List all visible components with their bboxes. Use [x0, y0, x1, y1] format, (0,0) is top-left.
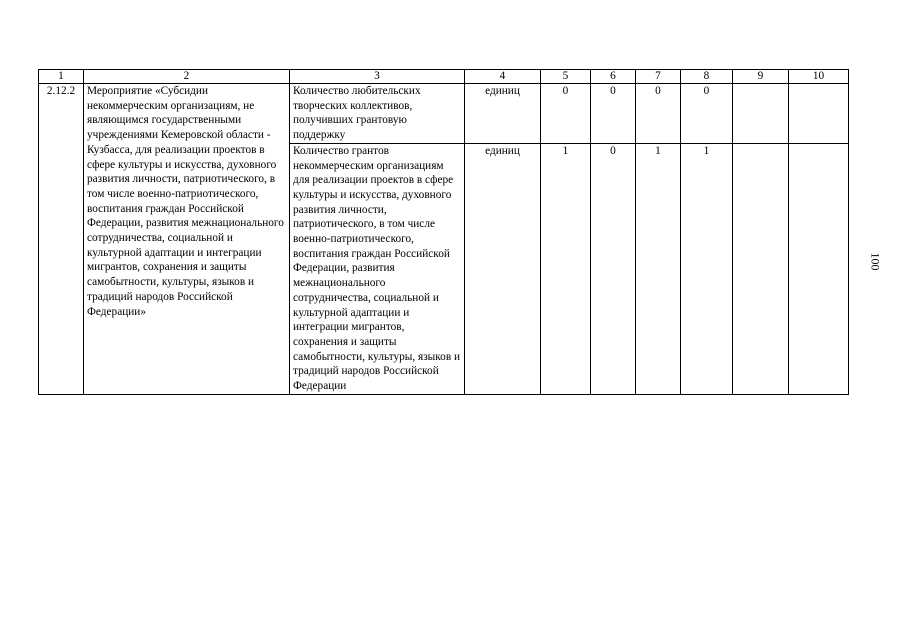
header-col-5: 5 — [541, 70, 591, 84]
header-col-2: 2 — [84, 70, 290, 84]
measure-description: Мероприятие «Субсидии некоммерческим организациям, не являющимся государственными учреждениями Кемеровской области - Кузбасса, для реализации проектов в сфере культуры и искусства, духовного развития личности, патриотического, в том числе военно-патриотического, воспитания граждан Российской Федерации, развития межнационального сотрудничества, социальной и культурной адаптации и интеграции мигрантов, сохранения и защиты самобытности, культуры, языков и традиций народов Российской Федерации» — [84, 84, 290, 395]
indicator-name: Количество грантов некоммерческим организациям для реализации проектов в сфере культуры и искусства, духовного развития личности, патриотического, в том числе военно-патриотического, воспитания граждан Российской Федерации, развития межнационального сотрудничества, социальной и культурной адаптации и интеграции мигрантов, сохранения и защиты самобытности, культуры, языков и традиций народов Российской Федерации — [290, 143, 465, 394]
header-col-1: 1 — [39, 70, 84, 84]
indicator-value-col-9 — [733, 84, 789, 144]
table-row — [39, 84, 849, 144]
header-col-6: 6 — [591, 70, 636, 84]
header-col-9: 9 — [733, 70, 789, 84]
indicator-value-col-6: 0 — [591, 143, 636, 394]
indicator-value-col-5: 1 — [541, 143, 591, 394]
indicator-value-col-7: 0 — [636, 84, 681, 144]
indicator-unit: единиц — [465, 84, 541, 144]
page-number: 100 — [868, 252, 883, 271]
indicator-value-col-7: 1 — [636, 143, 681, 394]
header-col-4: 4 — [465, 70, 541, 84]
indicator-unit: единиц — [465, 143, 541, 394]
row-number: 2.12.2 — [39, 84, 84, 395]
indicator-value-col-10 — [789, 143, 849, 394]
header-col-7: 7 — [636, 70, 681, 84]
indicators-table — [38, 69, 849, 395]
indicator-value-col-8: 1 — [681, 143, 733, 394]
indicator-value-col-5: 0 — [541, 84, 591, 144]
indicator-name: Количество любительских творческих коллективов, получивших грантовую поддержку — [290, 84, 465, 144]
indicator-value-col-8: 0 — [681, 84, 733, 144]
indicator-value-col-6: 0 — [591, 84, 636, 144]
indicator-value-col-10 — [789, 84, 849, 144]
header-col-8: 8 — [681, 70, 733, 84]
header-col-3: 3 — [290, 70, 465, 84]
indicator-value-col-9 — [733, 143, 789, 394]
header-col-10: 10 — [789, 70, 849, 84]
header-row — [39, 70, 849, 84]
